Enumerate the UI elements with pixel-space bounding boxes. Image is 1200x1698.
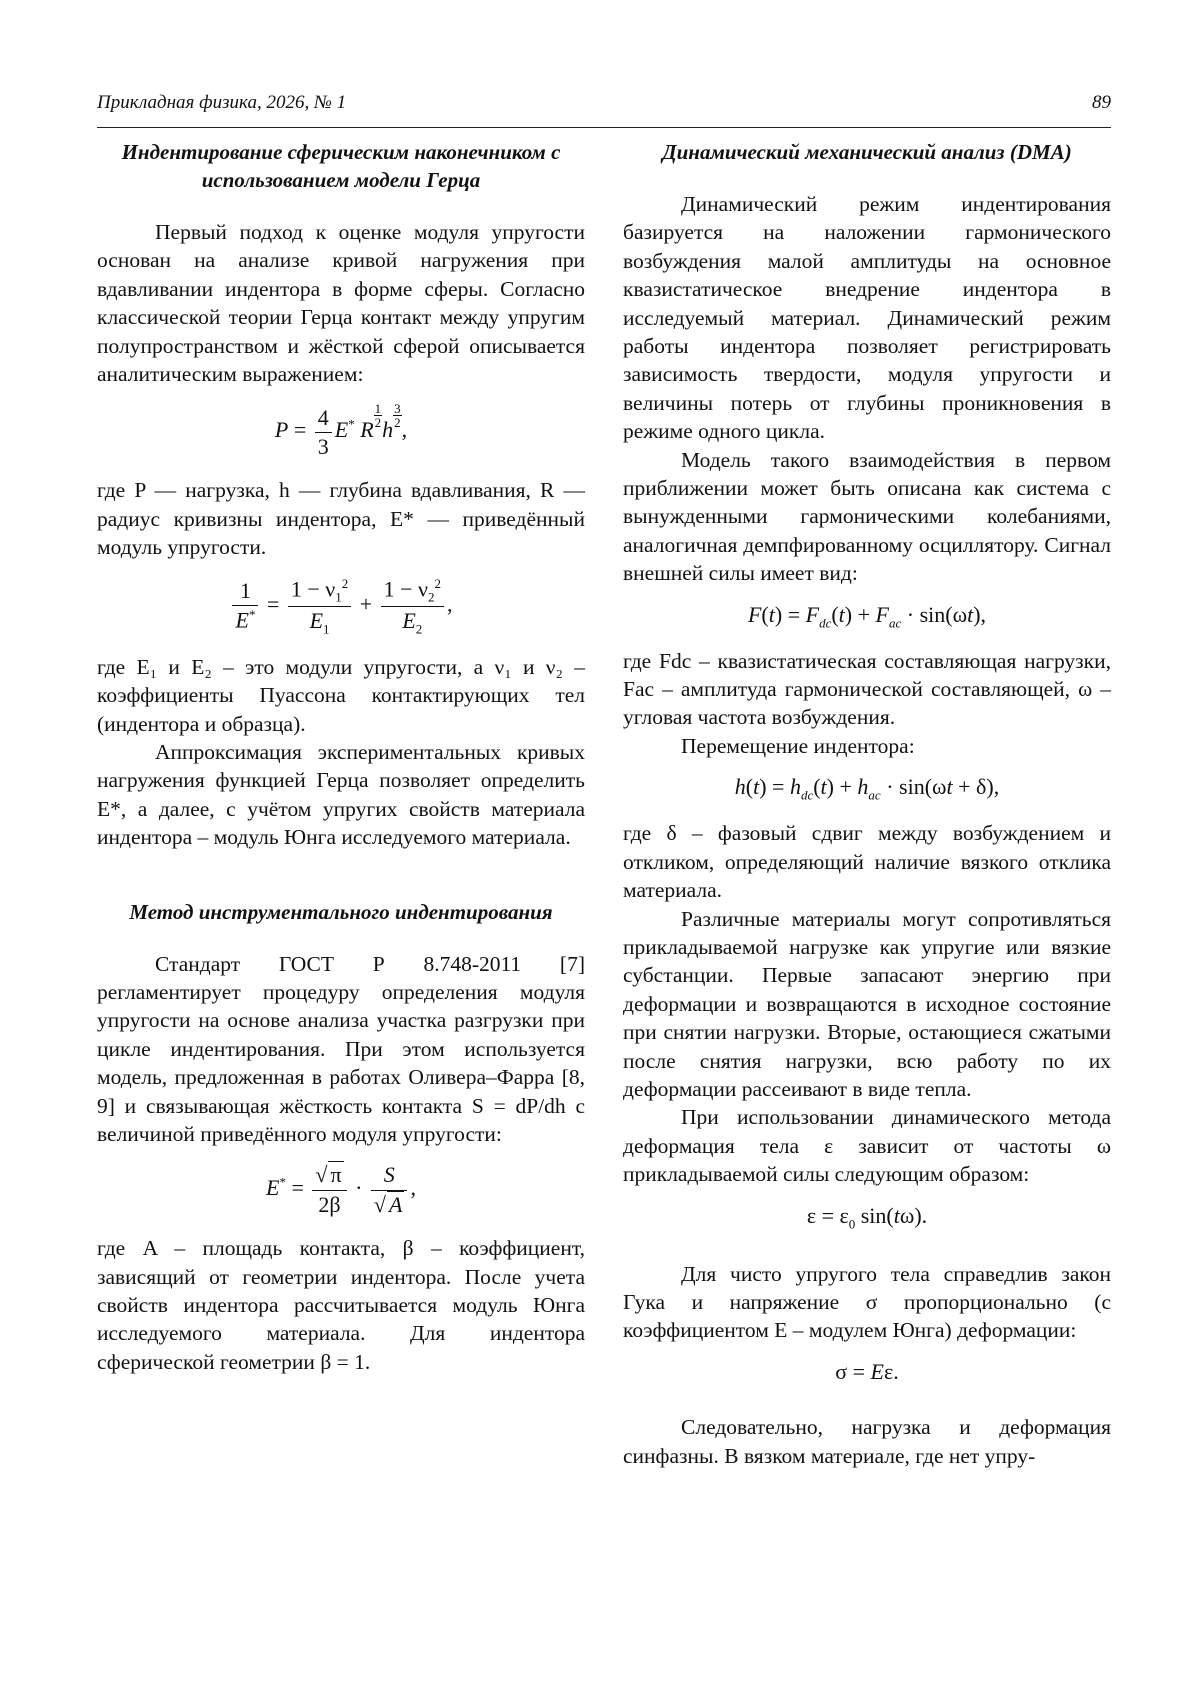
- formula-displacement: $h(t) = h_{dc}(t) + h_{ac} \cdot \sin(\omega t + \delta)$,: [734, 774, 1000, 803]
- paragraph: Модель такого взаимодействия в первом приближении может быть описана как система с вынужденными гармоническими колебаниями, аналогичная демпфированному осциллятору. Сигнал внешней силы имеет вид:: [623, 447, 1111, 586]
- page-number: 89: [1092, 92, 1111, 113]
- paragraph: Аппроксимация экспериментальных кривых нагружения функцией Герца позволяет определить E*, а далее, с учётом упругих свойств материала индентора – модуль Юнга исследуемого материала.: [97, 740, 585, 850]
- paragraph: Для чисто упругого тела справедлив закон Гука и напряжение σ пропорционально (с коэффициентом E – модулем Юнга) деформации:: [623, 1261, 1111, 1343]
- formula-hertz: P = $\frac{4}{3}$ E* R $\frac{1}{2}$ h $\frac{3}{2}$ ,: [274, 401, 408, 459]
- formula-hooke: σ = Eε.: [835, 1358, 899, 1384]
- right-column: [623, 138, 1111, 1470]
- journal-title: Прикладная физика, 2026, № 1: [97, 92, 347, 113]
- paragraph: При использовании динамического метода деформация тела ε зависит от частоты ω прикладываемой силы следующим образом:: [623, 1105, 1111, 1187]
- formula-oliver-pharr: E* = $\frac{√ \pi}{2\beta}$ · $\frac{S}{√ A}$ ,: [266, 1162, 416, 1217]
- paragraph: Стандарт ГОСТ Р 8.748-2011 [7] регламентирует процедуру определения модуля упругости на основе анализа участка разгрузки при цикле индентирования. При этом используется модель, предложенная в работах Оливера–Фарра [8, 9] и связывающая жёсткость контакта S = dP/dh с величиной приведённого модуля упругости:: [97, 951, 585, 1147]
- left-column: [97, 138, 585, 1376]
- paragraph: Перемещение индентора:: [681, 733, 915, 758]
- paragraph: Первый подход к оценке модуля упругости основан на анализе кривой нагружения при вдавливании индентора в форме сферы. Согласно классической теории Герца контакт между упругим полупространством и жёсткой сферой описывается аналитическим выражением:: [97, 220, 585, 387]
- paragraph: где E₁ и E₂ – это модули упругости, а ν₁ и ν₂ – коэффициенты Пуассона контактирующих тел (индентора и образца).: [97, 654, 585, 736]
- header-rule: [97, 127, 1111, 128]
- paragraph: где δ – фазовый сдвиг между возбуждением и откликом, определяющий наличие вязкого отклика материала.: [623, 821, 1111, 903]
- formula-force-signal: $F(t) = F_{dc}(t) + F_{ac} \cdot \sin(\omega t)$,: [747, 601, 987, 631]
- formula-strain: $\varepsilon = \varepsilon_0$ sin(tω).: [806, 1202, 928, 1231]
- paragraph: где Fdc – квазистатическая составляющая нагрузки, Fac – амплитуда гармонической составляющей, ω – угловая частота возбуждения.: [623, 648, 1111, 730]
- section-heading-instrumental: Метод инструментального индентирования: [129, 899, 553, 924]
- running-header: [97, 92, 1111, 122]
- formula-reduced-modulus: $\frac{1}{E^*}$ = $\frac{1 - \nu_1^2}{E_1}$ + $\frac{1 - \nu_2^2}{E_2}$ ,: [97, 562, 585, 653]
- paragraph: где P — нагрузка, h — глубина вдавливания, R — радиус кривизны индентора, E* — приведённый модуль упругости.: [97, 478, 585, 560]
- paragraph: Динамический режим индентирования базируется на наложении гармонического возбуждения малой амплитуды на основное квазистатическое внедрение индентора в исследуемый материал. Динамический режим работы индентора позволяет регистрировать зависимость твердости, модуля упругости и величины потерь от глубины проникновения в режиме одного цикла.: [623, 192, 1111, 444]
- section-heading-hertz: Индентирование сферическим наконечником с использованием модели Герца: [121, 140, 561, 192]
- paragraph: Следовательно, нагрузка и деформация синфазны. В вязком материале, где нет упру-: [623, 1415, 1111, 1468]
- section-heading-dma: Динамический механический анализ (DMA): [662, 140, 1072, 164]
- paragraph: Различные материалы могут сопротивляться прикладываемой нагрузке как упругие или вязкие субстанции. Первые запасают энергию при деформации и возвращаются в исходное состояние при снятии нагрузки. Вторые, остающиеся сжатыми после снятия нагрузки, всю работу по их деформации рассеивают в виде тепла.: [623, 906, 1111, 1101]
- paragraph: где A – площадь контакта, β – коэффициент, зависящий от геометрии индентора. После учета свойств индентора рассчитывается модуль Юнга исследуемого материала. Для индентора сферической геометрии β = 1.: [97, 1236, 585, 1374]
